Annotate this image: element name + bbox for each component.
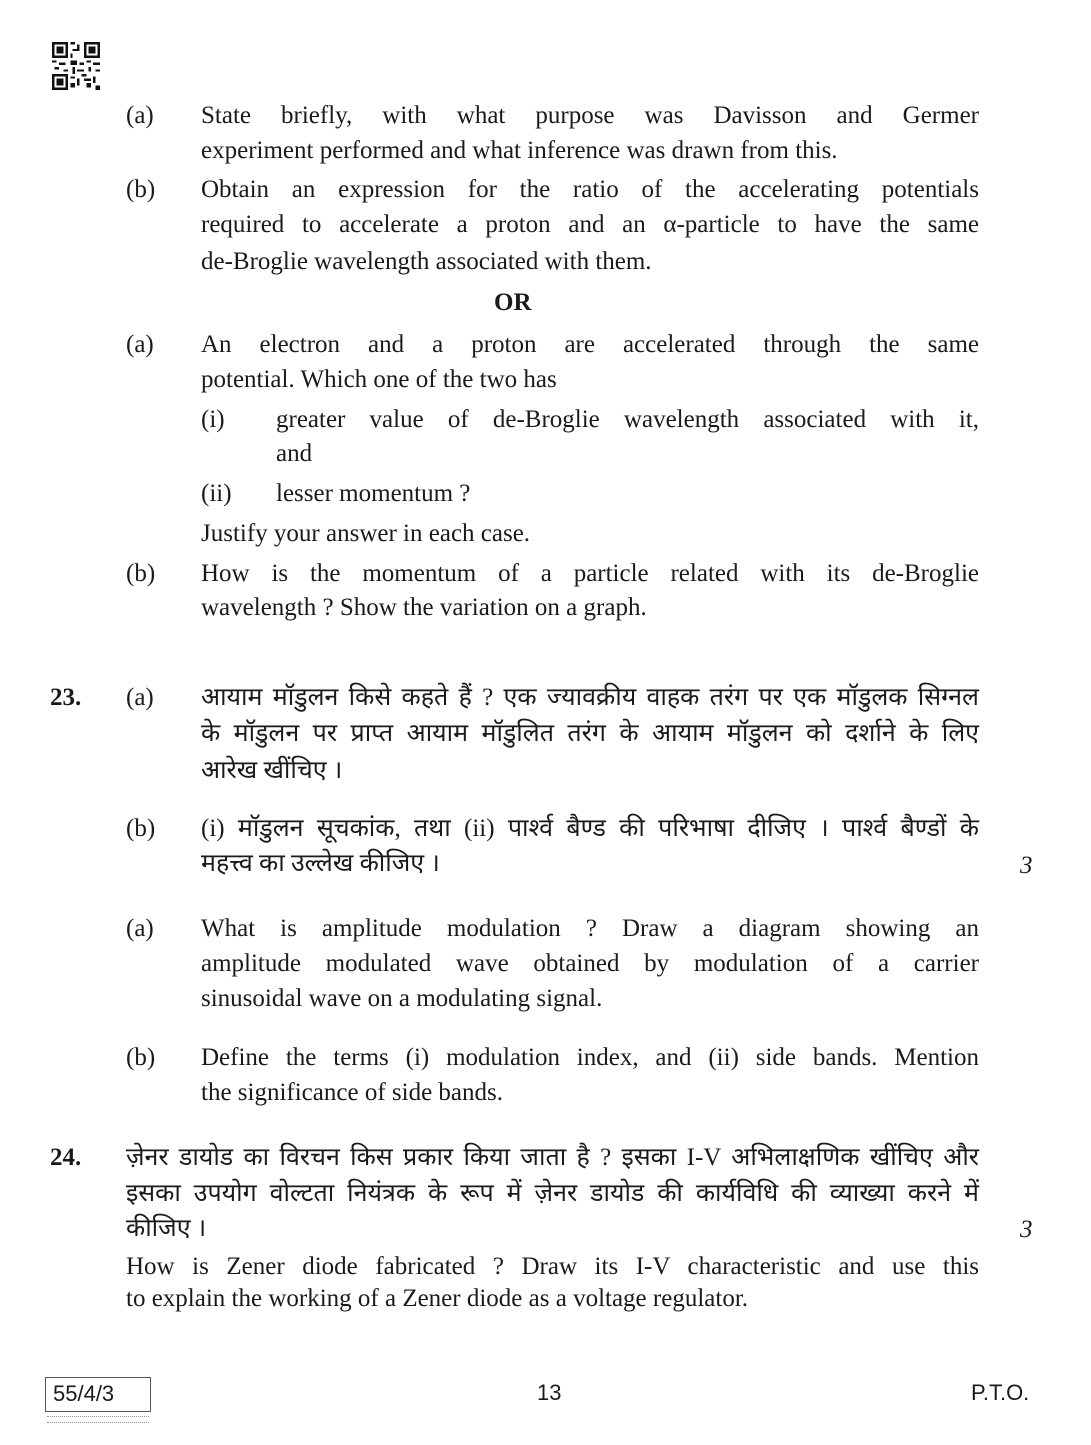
pto-label: P.T.O. xyxy=(971,1380,1030,1405)
q22-a-label: (a) xyxy=(126,102,154,129)
q22-or-b-line-2: wavelength ? Show the variation on a graph. xyxy=(201,594,647,621)
q23-en-b-line-1: Define the terms (i) modulation index, and (ii) side bands. Mention xyxy=(201,1044,979,1071)
or-separator: OR xyxy=(494,289,532,316)
q24-en-line-1: How is Zener diode fabricated ? Draw its I-V characteristic and use this xyxy=(126,1253,979,1280)
q24-hi-line-1: ज़ेनर डायोड का विरचन किस प्रकार किया जाता है ? इसका I-V अभिलाक्षणिक खींचिए और xyxy=(126,1144,979,1171)
q23-en-b-label: (b) xyxy=(126,1044,156,1071)
q22-a-line-2: experiment performed and what inference was drawn from this. xyxy=(201,137,838,164)
q23-hi-b-label: (b) xyxy=(126,815,156,842)
q23-en-a-line-1: What is amplitude modulation ? Draw a diagram showing an xyxy=(201,915,979,942)
q23-hi-a-line-3: आरेख खींचिए । xyxy=(201,757,343,784)
q22-b-line-2: required to accelerate a proton and an α-particle to have the same xyxy=(201,211,979,238)
q24-number: 24. xyxy=(50,1144,82,1171)
q22-or-a-line-1: An electron and a proton are accelerated through the same xyxy=(201,331,979,358)
q22-b-line-1: Obtain an expression for the ratio of the accelerating potentials xyxy=(201,176,979,203)
q23-hi-a-label: (a) xyxy=(126,684,154,711)
page-number: 13 xyxy=(537,1380,562,1405)
q24-en-line-2: to explain the working of a Zener diode as a voltage regulator. xyxy=(126,1285,749,1312)
q23-hi-a-line-1: आयाम मॉडुलन किसे कहते हैं ? एक ज्यावक्रीय वाहक तरंग पर एक मॉडुलक सिग्नल xyxy=(201,684,979,711)
q23-hi-b-line-2: महत्त्व का उल्लेख कीजिए । xyxy=(201,850,440,877)
q22-or-a-label: (a) xyxy=(126,331,154,358)
q22-b-label: (b) xyxy=(126,176,156,203)
qr-code-icon xyxy=(52,42,100,90)
q23-en-a-line-2: amplitude modulated wave obtained by modulation of a carrier xyxy=(201,950,979,977)
q22-or-a-i-label: (i) xyxy=(201,406,225,433)
q23-en-a-label: (a) xyxy=(126,915,154,942)
q22-or-b-label: (b) xyxy=(126,560,156,587)
q22-or-a-ii-text: lesser momentum ? xyxy=(276,480,471,507)
q23-en-a-line-3: sinusoidal wave on a modulating signal. xyxy=(201,985,603,1012)
q24-hi-line-3: कीजिए । xyxy=(126,1215,207,1242)
q22-or-a-line-2: potential. Which one of the two has xyxy=(201,366,557,393)
q23-en-b-line-2: the significance of side bands. xyxy=(201,1079,503,1106)
q22-or-a-i-line-2: and xyxy=(276,440,313,467)
q22-or-a-i-line-1: greater value of de-Broglie wavelength associated with it, xyxy=(276,406,979,433)
q23-marks: 3 xyxy=(1020,852,1033,879)
q22-a-line-1: State briefly, with what purpose was Davisson and Germer xyxy=(201,102,979,129)
q23-hi-a-line-2: के मॉडुलन पर प्राप्त आयाम मॉडुलित तरंग के आयाम मॉडुलन को दर्शाने के लिए xyxy=(201,720,979,747)
paper-code-microprint xyxy=(47,1416,149,1423)
q23-hi-b-line-1: (i) मॉडुलन सूचकांक, तथा (ii) पार्श्व बैण्ड की परिभाषा दीजिए । पार्श्व बैण्डों के xyxy=(201,815,979,842)
q24-hi-line-2: इसका उपयोग वोल्टता नियंत्रक के रूप में ज़ेनर डायोड की कार्यविधि की व्याख्या करने में xyxy=(126,1180,979,1207)
q22-or-b-line-1: How is the momentum of a particle related with its de-Broglie xyxy=(201,560,979,587)
q24-marks: 3 xyxy=(1020,1216,1033,1243)
paper-code-box xyxy=(45,1377,151,1433)
q23-number: 23. xyxy=(50,684,82,711)
q22-b-line-3: de-Broglie wavelength associated with them. xyxy=(201,248,652,275)
q22-or-a-justify: Justify your answer in each case. xyxy=(201,520,531,547)
q22-or-a-ii-label: (ii) xyxy=(201,480,232,507)
paper-code: 55/4/3 xyxy=(53,1381,115,1406)
